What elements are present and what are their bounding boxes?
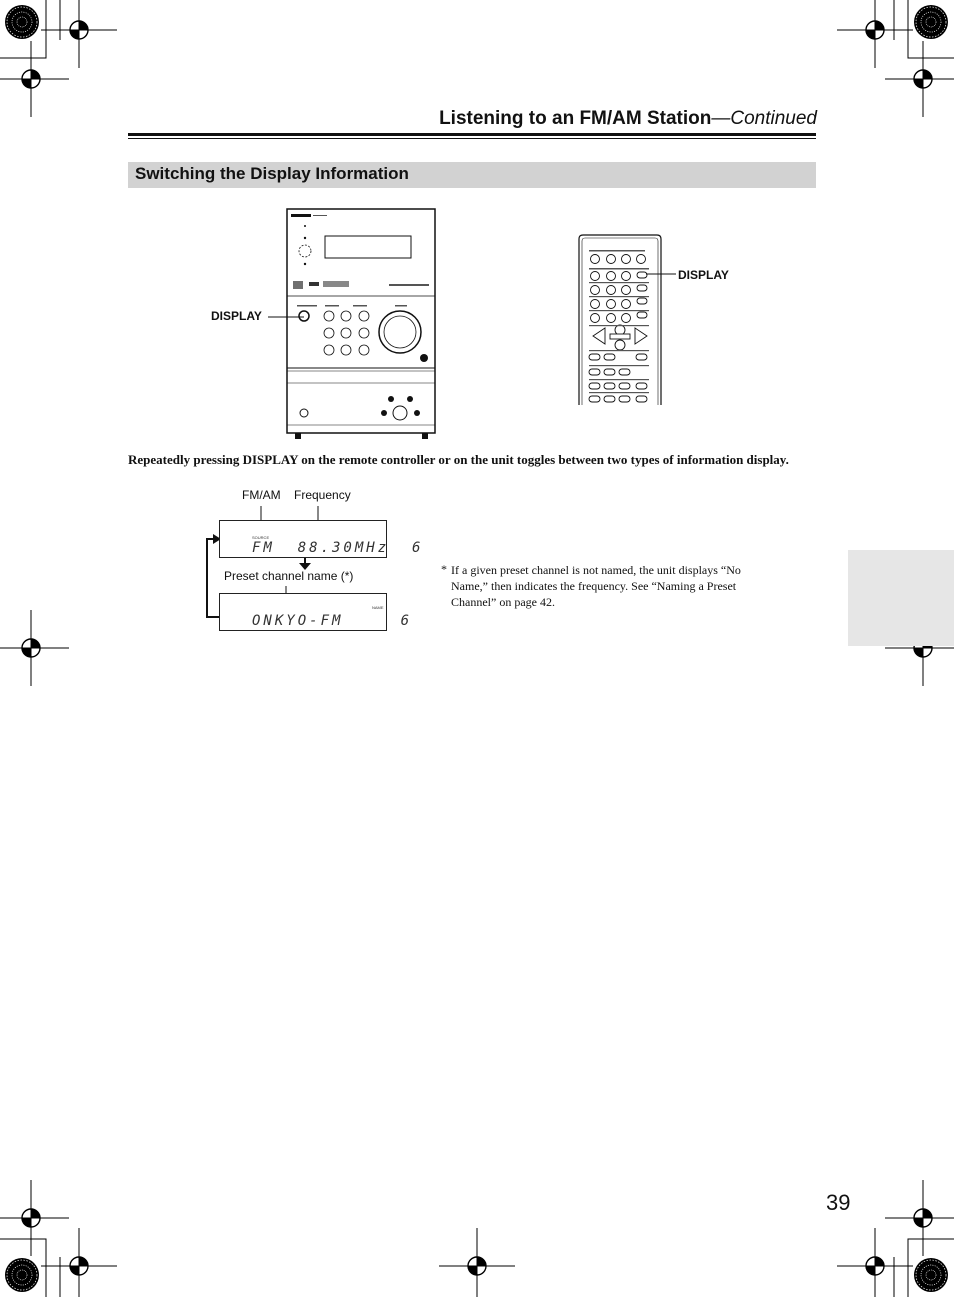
callout-unit-display: DISPLAY (211, 309, 262, 323)
section-title: Switching the Display Information (135, 164, 409, 183)
callout-remote-display: DISPLAY (678, 268, 729, 282)
lcd2-text: ONKYO-FM 6 (252, 613, 413, 629)
main-unit-illustration (285, 208, 438, 440)
header-rule-thin (128, 138, 816, 139)
lcd1-text: FM 88.30MHz 6 (252, 540, 424, 556)
lcd2-name-indicator: NAME (372, 605, 384, 610)
header-title (439, 108, 817, 130)
remote-controller-illustration (575, 233, 665, 407)
page-number: 39 (826, 1190, 851, 1215)
footnote-text: If a given preset channel is not named, the unit displays “No Name,” then indicates the frequency. See “Naming a Preset Channel” on page 42. (451, 563, 741, 609)
callout-remote-display-line (646, 271, 676, 277)
body-instruction-text: Repeatedly pressing DISPLAY on the remote controller or on the unit toggles between two types of information display. (128, 452, 789, 467)
header-rule-thick (128, 133, 816, 136)
side-chapter-tab (848, 550, 954, 646)
lcd-display-frequency (219, 520, 424, 558)
label-preset-channel-name: Preset channel name (*) (224, 569, 354, 583)
callout-unit-display-line (268, 314, 308, 320)
lcd1-source-indicator: SOURCE (252, 535, 270, 540)
footnote-star: * (441, 562, 447, 576)
header-title-main: Listening to an FM/AM Station (439, 108, 712, 129)
header-title-continued: —Continued (711, 108, 817, 129)
label-frequency: Frequency (294, 488, 351, 502)
label-fm-am: FM/AM (242, 488, 281, 502)
lcd-display-name (219, 593, 413, 631)
